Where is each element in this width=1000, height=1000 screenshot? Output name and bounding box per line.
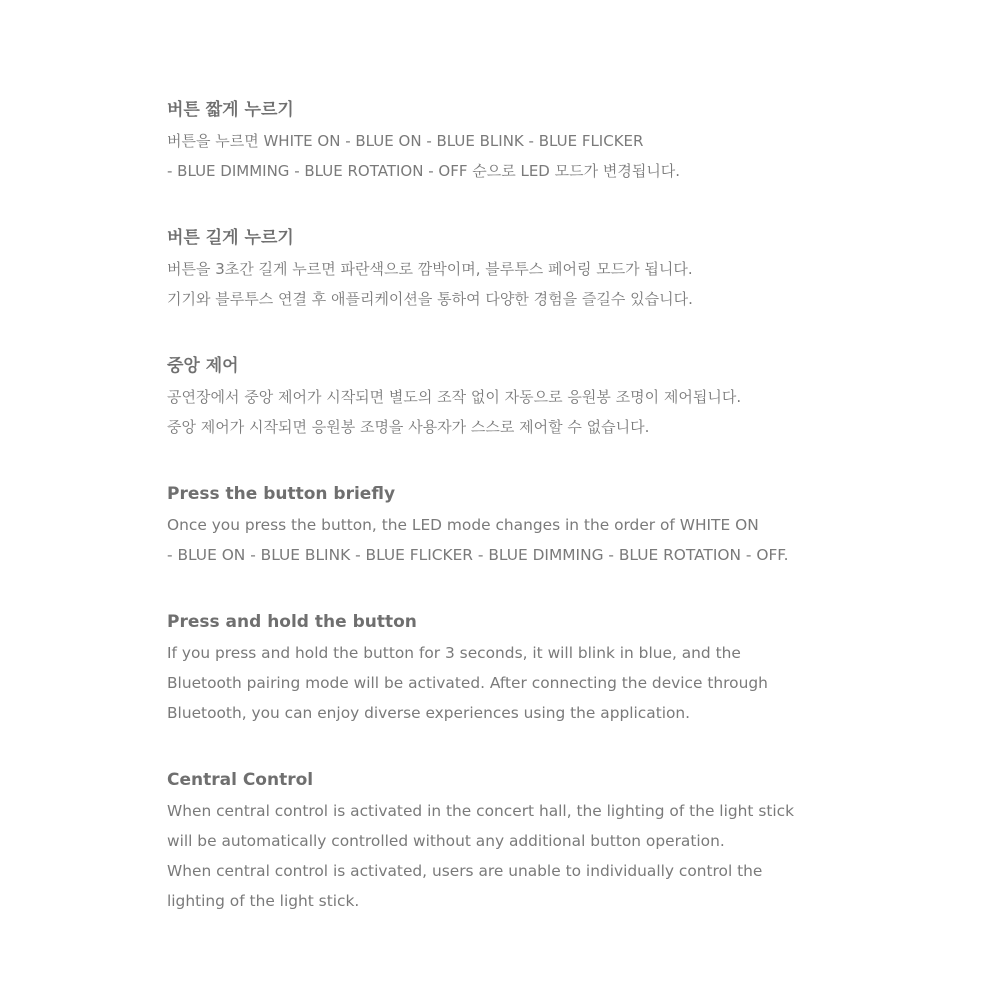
section-long-press-en	[167, 608, 967, 728]
section-title: Press the button briefly	[167, 484, 396, 504]
section-central-control-en	[167, 766, 967, 916]
paragraph-line: Bluetooth, you can enjoy diverse experiences using the application.	[167, 704, 691, 722]
paragraph-line: Once you press the button, the LED mode changes in the order of WHITE ON	[167, 516, 759, 534]
paragraph-line: - BLUE DIMMING - BLUE ROTATION - OFF 순으로 LED 모드가 변경됩니다.	[167, 162, 681, 180]
paragraph-line: 중앙 제어가 시작되면 응원봉 조명을 사용자가 스스로 제어할 수 없습니다.	[167, 418, 650, 436]
paragraph-line: 버튼을 3초간 길게 누르면 파란색으로 깜박이며, 블루투스 페어링 모드가 됩니다.	[167, 260, 693, 278]
section-title: 버튼 길게 누르기	[167, 228, 294, 248]
paragraph-line: lighting of the light stick.	[167, 892, 360, 910]
paragraph-line: will be automatically controlled without any additional button operation.	[167, 832, 725, 850]
paragraph-line: 공연장에서 중앙 제어가 시작되면 별도의 조작 없이 자동으로 응원봉 조명이 제어됩니다.	[167, 388, 742, 406]
section-title: Central Control	[167, 770, 314, 790]
paragraph-line: If you press and hold the button for 3 seconds, it will blink in blue, and the	[167, 644, 741, 662]
section-title: 버튼 짧게 누르기	[167, 100, 294, 120]
section-title: Press and hold the button	[167, 612, 417, 632]
paragraph-line: 버튼을 누르면 WHITE ON - BLUE ON - BLUE BLINK - BLUE FLICKER	[167, 132, 644, 150]
section-short-press-en	[167, 480, 967, 570]
paragraph-line: Bluetooth pairing mode will be activated. After connecting the device through	[167, 674, 768, 692]
section-long-press-ko	[167, 224, 967, 314]
paragraph-line: - BLUE ON - BLUE BLINK - BLUE FLICKER - BLUE DIMMING - BLUE ROTATION - OFF.	[167, 546, 789, 564]
section-central-control-ko	[167, 352, 967, 442]
section-title: 중앙 제어	[167, 356, 239, 376]
paragraph-line: When central control is activated in the concert hall, the lighting of the light stick	[167, 802, 795, 820]
instructions-document	[167, 96, 967, 954]
paragraph-line: When central control is activated, users are unable to individually control the	[167, 862, 763, 880]
section-short-press-ko	[167, 96, 967, 186]
paragraph-line: 기기와 블루투스 연결 후 애플리케이션을 통하여 다양한 경험을 즐길수 있습니다.	[167, 290, 693, 308]
